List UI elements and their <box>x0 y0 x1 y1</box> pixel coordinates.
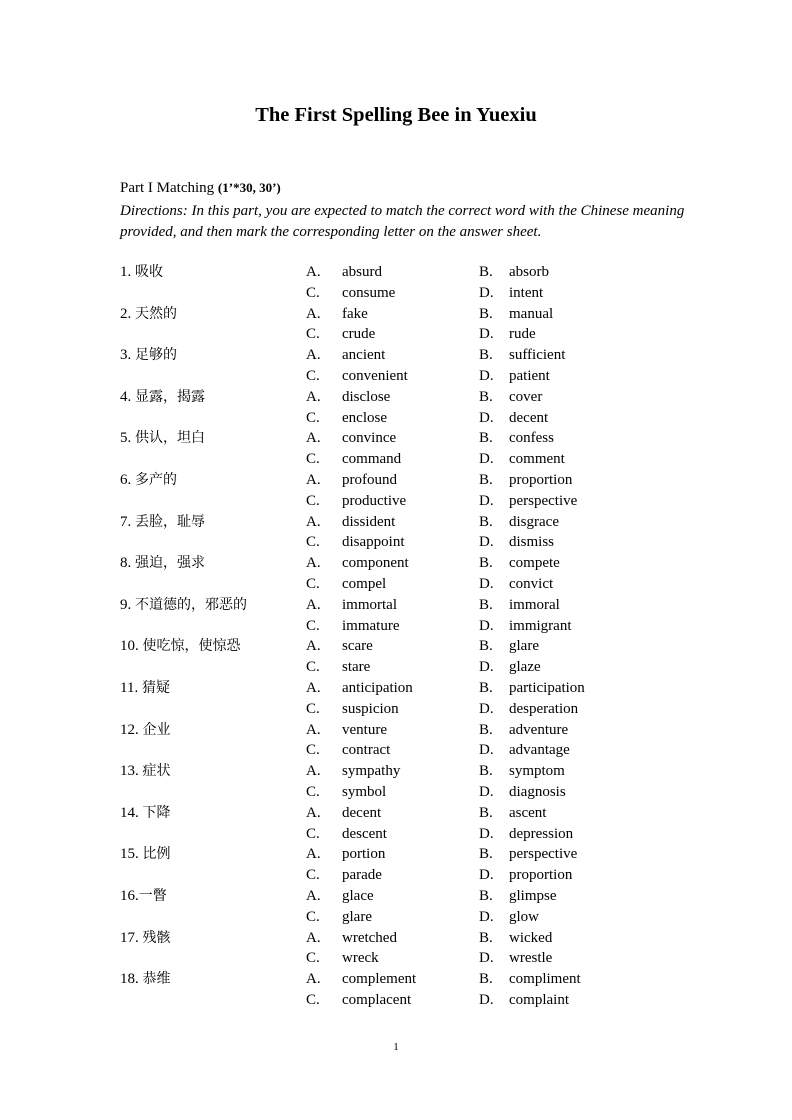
question-label <box>120 636 241 657</box>
question-meaning: 足够的 <box>135 347 177 364</box>
option-letter: C. <box>306 617 320 634</box>
option-word: glaze <box>509 659 541 676</box>
option-word: consume <box>342 284 396 301</box>
option-letter: A. <box>306 347 321 364</box>
option-letter: A. <box>306 638 321 655</box>
option-word: portion <box>342 846 386 863</box>
option-letter: A. <box>306 264 321 280</box>
question-number: 7. <box>120 513 135 530</box>
option-letter: C. <box>306 825 320 842</box>
option-word: glimpse <box>509 887 557 904</box>
option-letter: A. <box>306 513 321 530</box>
question-number: 17. <box>120 929 143 946</box>
option-letter: C. <box>306 451 320 468</box>
option-letter: C. <box>306 492 320 509</box>
question-number: 5. <box>120 430 135 447</box>
option-word: parade <box>342 867 382 884</box>
question-item <box>0 803 792 845</box>
question-item <box>0 969 792 1011</box>
option-word: glare <box>509 638 539 655</box>
question-option-row <box>0 304 792 325</box>
option-word: sufficient <box>509 347 566 364</box>
option-word: cover <box>509 388 543 405</box>
question-option-row <box>0 553 792 574</box>
question-item <box>0 262 792 304</box>
question-label <box>120 761 171 782</box>
option-letter: A. <box>306 596 321 613</box>
option-letter: A. <box>306 555 321 572</box>
question-item <box>0 512 792 554</box>
question-meaning: 多产的 <box>135 471 177 488</box>
question-item <box>0 387 792 429</box>
option-word: disgrace <box>509 513 559 530</box>
option-word: participation <box>509 679 585 696</box>
option-letter: B. <box>479 638 493 655</box>
option-word: immortal <box>342 596 397 613</box>
option-word: dismiss <box>509 534 555 551</box>
option-letter: B. <box>479 679 493 696</box>
question-list <box>0 262 792 1011</box>
option-word: perspective <box>509 846 578 863</box>
option-word: manual <box>509 305 554 322</box>
question-item <box>0 470 792 512</box>
question-option-row <box>0 283 792 304</box>
option-word: convince <box>342 430 397 447</box>
question-label <box>120 387 205 408</box>
option-word: diagnosis <box>509 783 566 800</box>
option-word: desperation <box>509 700 579 717</box>
question-option-row <box>0 574 792 595</box>
question-meaning: 症状 <box>142 763 171 780</box>
option-word: glare <box>342 908 372 925</box>
question-label <box>120 928 171 949</box>
option-letter: D. <box>479 991 494 1008</box>
option-letter: B. <box>479 887 493 904</box>
option-word: component <box>342 555 409 572</box>
option-word: profound <box>342 471 397 488</box>
option-word: contract <box>342 742 391 759</box>
option-word: depression <box>509 825 574 842</box>
question-meaning: 使吃惊，使惊恐 <box>142 638 241 655</box>
question-number: 10. <box>120 638 143 655</box>
option-letter: B. <box>479 763 493 780</box>
question-option-row <box>0 345 792 366</box>
question-meaning: 显露，揭露 <box>135 388 205 405</box>
question-label <box>120 553 205 574</box>
option-letter: B. <box>479 929 493 946</box>
option-word: crude <box>342 326 376 343</box>
option-word: ascent <box>509 804 547 821</box>
option-word: dissident <box>342 513 396 530</box>
option-letter: B. <box>479 305 493 322</box>
option-word: wretched <box>342 929 397 946</box>
option-word: wicked <box>509 929 553 946</box>
question-meaning: 下降 <box>142 804 171 821</box>
option-letter: B. <box>479 471 493 488</box>
option-letter: D. <box>479 617 494 634</box>
question-meaning: 强迫，强求 <box>135 555 205 572</box>
question-label <box>120 886 167 907</box>
question-number: 12. <box>120 721 143 738</box>
option-word: command <box>342 451 402 468</box>
question-number: 4. <box>120 388 135 405</box>
question-number: 18. <box>120 971 143 988</box>
option-letter: C. <box>306 700 320 717</box>
question-item <box>0 636 792 678</box>
question-option-row <box>0 366 792 387</box>
page-title: The First Spelling Bee in Yuexiu <box>255 104 537 126</box>
option-word: complement <box>342 971 417 988</box>
option-word: immigrant <box>509 617 572 634</box>
question-number: 11. <box>120 679 142 696</box>
option-letter: D. <box>479 284 494 301</box>
question-item <box>0 720 792 762</box>
option-word: convenient <box>342 367 408 384</box>
question-label <box>120 470 177 491</box>
question-meaning: 比例 <box>142 846 171 863</box>
option-letter: D. <box>479 575 494 592</box>
option-letter: C. <box>306 367 320 384</box>
question-option-row <box>0 886 792 907</box>
option-letter: B. <box>479 513 493 530</box>
question-number: 6. <box>120 471 135 488</box>
option-letter: B. <box>479 804 493 821</box>
question-option-row <box>0 699 792 720</box>
option-letter: C. <box>306 783 320 800</box>
question-option-row <box>0 470 792 491</box>
question-option-row <box>0 262 792 283</box>
option-word: convict <box>509 575 554 592</box>
question-label <box>120 428 205 449</box>
question-label <box>120 595 247 616</box>
option-word: patient <box>509 367 550 384</box>
option-word: rude <box>509 326 536 343</box>
option-letter: D. <box>479 825 494 842</box>
question-option-row <box>0 387 792 408</box>
option-letter: A. <box>306 430 321 447</box>
question-label <box>120 262 163 283</box>
question-label <box>120 345 177 366</box>
question-label <box>120 969 171 990</box>
question-option-row <box>0 408 792 429</box>
option-word: disclose <box>342 388 391 405</box>
option-word: decent <box>509 409 549 426</box>
option-word: symbol <box>342 783 387 800</box>
directions-text: Directions: In this part, you are expected to match the correct word with the Chinese meaning provided, and then mark the corresponding letter on the answer sheet. <box>120 203 685 240</box>
question-label <box>120 844 171 865</box>
option-letter: A. <box>306 887 321 904</box>
option-word: complacent <box>342 991 412 1008</box>
question-item <box>0 678 792 720</box>
option-word: disappoint <box>342 534 405 551</box>
option-letter: D. <box>479 867 494 884</box>
option-word: decent <box>342 804 382 821</box>
option-letter: B. <box>479 971 493 988</box>
option-letter: C. <box>306 950 320 967</box>
question-item <box>0 428 792 470</box>
question-label <box>120 512 205 533</box>
question-meaning: 一瞥 <box>138 887 167 904</box>
option-word: sympathy <box>342 763 401 780</box>
question-option-row <box>0 636 792 657</box>
part-heading <box>120 180 281 197</box>
question-option-row <box>0 657 792 678</box>
option-word: comment <box>509 451 565 468</box>
option-letter: B. <box>479 347 493 364</box>
question-number: 16. <box>120 887 139 904</box>
question-label <box>120 304 177 325</box>
option-letter: D. <box>479 908 494 925</box>
question-label <box>120 803 171 824</box>
question-option-row <box>0 824 792 845</box>
option-letter: C. <box>306 575 320 592</box>
option-word: wreck <box>342 950 379 967</box>
question-meaning: 供认，坦白 <box>135 430 205 447</box>
question-option-row <box>0 595 792 616</box>
option-word: immature <box>342 617 400 634</box>
question-item <box>0 345 792 387</box>
option-letter: B. <box>479 555 493 572</box>
option-word: glace <box>342 887 374 904</box>
question-number: 8. <box>120 555 135 572</box>
option-letter: D. <box>479 492 494 509</box>
option-letter: D. <box>479 534 494 551</box>
option-word: perspective <box>509 492 578 509</box>
question-number: 1. <box>120 264 135 280</box>
question-option-row <box>0 428 792 449</box>
question-item <box>0 928 792 970</box>
option-letter: A. <box>306 471 321 488</box>
option-letter: B. <box>479 846 493 863</box>
part-heading-label: Part I Matching <box>120 180 218 196</box>
question-option-row <box>0 803 792 824</box>
question-item <box>0 761 792 803</box>
option-word: absurd <box>342 264 382 280</box>
option-letter: C. <box>306 867 320 884</box>
option-letter: C. <box>306 742 320 759</box>
question-option-row <box>0 678 792 699</box>
question-option-row <box>0 491 792 512</box>
option-letter: D. <box>479 409 494 426</box>
option-word: adventure <box>509 721 569 738</box>
question-option-row <box>0 532 792 553</box>
question-option-row <box>0 969 792 990</box>
option-letter: B. <box>479 388 493 405</box>
question-item <box>0 595 792 637</box>
option-word: proportion <box>509 867 573 884</box>
question-number: 2. <box>120 305 135 322</box>
question-option-row <box>0 449 792 470</box>
option-letter: A. <box>306 388 321 405</box>
question-meaning: 天然的 <box>135 305 177 322</box>
option-letter: A. <box>306 679 321 696</box>
question-option-row <box>0 616 792 637</box>
option-word: proportion <box>509 471 573 488</box>
question-option-row <box>0 928 792 949</box>
option-word: descent <box>342 825 387 842</box>
option-letter: B. <box>479 596 493 613</box>
option-letter: B. <box>479 430 493 447</box>
option-letter: C. <box>306 409 320 426</box>
question-number: 15. <box>120 846 143 863</box>
option-word: glow <box>509 908 539 925</box>
option-letter: D. <box>479 659 494 676</box>
option-letter: D. <box>479 783 494 800</box>
page-number: 1 <box>393 1041 399 1053</box>
question-item <box>0 886 792 928</box>
option-letter: D. <box>479 700 494 717</box>
option-word: suspicion <box>342 700 399 717</box>
question-meaning: 猜疑 <box>141 679 170 696</box>
question-option-row <box>0 844 792 865</box>
question-option-row <box>0 720 792 741</box>
option-word: compliment <box>509 971 581 988</box>
option-word: venture <box>342 721 387 738</box>
question-meaning: 丢脸，耻辱 <box>135 513 205 530</box>
option-letter: C. <box>306 991 320 1008</box>
question-option-row <box>0 761 792 782</box>
question-meaning: 恭维 <box>142 971 171 988</box>
question-option-row <box>0 865 792 886</box>
option-word: enclose <box>342 409 387 426</box>
option-word: compete <box>509 555 560 572</box>
option-letter: C. <box>306 659 320 676</box>
option-letter: A. <box>306 305 321 322</box>
option-word: advantage <box>509 742 570 759</box>
option-letter: A. <box>306 846 321 863</box>
option-letter: C. <box>306 908 320 925</box>
option-letter: D. <box>479 326 494 343</box>
option-letter: B. <box>479 264 493 280</box>
question-option-row <box>0 740 792 761</box>
question-meaning: 残骸 <box>142 929 171 946</box>
option-word: productive <box>342 492 407 509</box>
part-score: (1’*30, 30’) <box>217 180 281 195</box>
question-number: 9. <box>120 596 135 613</box>
option-letter: D. <box>479 742 494 759</box>
question-option-row <box>0 990 792 1011</box>
question-item <box>0 553 792 595</box>
option-word: stare <box>342 659 371 676</box>
option-letter: D. <box>479 451 494 468</box>
option-word: confess <box>509 430 554 447</box>
option-letter: A. <box>306 804 321 821</box>
option-letter: C. <box>306 326 320 343</box>
question-label <box>120 678 170 699</box>
question-number: 14. <box>120 804 143 821</box>
option-word: symptom <box>509 763 565 780</box>
option-letter: C. <box>306 284 320 301</box>
option-letter: C. <box>306 534 320 551</box>
question-meaning: 吸收 <box>135 264 163 280</box>
option-letter: A. <box>306 971 321 988</box>
option-word: absorb <box>509 264 549 280</box>
question-label <box>120 720 171 741</box>
option-word: wrestle <box>509 950 553 967</box>
option-letter: B. <box>479 721 493 738</box>
option-letter: D. <box>479 367 494 384</box>
option-word: ancient <box>342 347 386 364</box>
option-word: immoral <box>509 596 560 613</box>
option-word: fake <box>342 305 368 322</box>
question-meaning: 企业 <box>142 721 171 738</box>
question-option-row <box>0 782 792 803</box>
question-item <box>0 304 792 346</box>
option-letter: A. <box>306 763 321 780</box>
question-option-row <box>0 324 792 345</box>
question-option-row <box>0 512 792 533</box>
option-word: intent <box>509 284 544 301</box>
question-meaning: 不道德的，邪恶的 <box>135 596 247 613</box>
question-option-row <box>0 907 792 928</box>
option-word: compel <box>342 575 387 592</box>
option-word: complaint <box>509 991 569 1008</box>
option-word: scare <box>342 638 373 655</box>
option-word: anticipation <box>342 679 413 696</box>
option-letter: A. <box>306 721 321 738</box>
question-number: 13. <box>120 763 143 780</box>
option-letter: D. <box>479 950 494 967</box>
question-item <box>0 844 792 886</box>
question-number: 3. <box>120 347 135 364</box>
question-option-row <box>0 948 792 969</box>
option-letter: A. <box>306 929 321 946</box>
